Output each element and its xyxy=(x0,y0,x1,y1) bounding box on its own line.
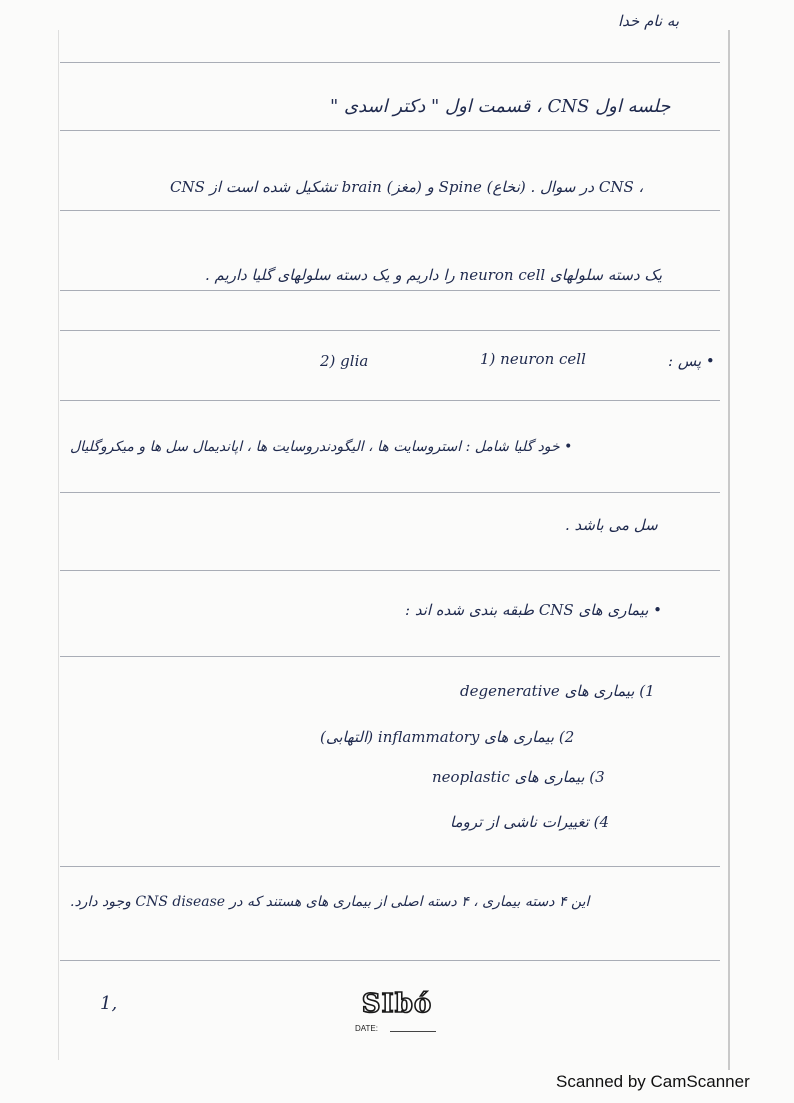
ruled-line xyxy=(60,330,720,331)
ruled-line xyxy=(60,570,720,571)
note-item-glia: 2) glia xyxy=(320,352,369,370)
note-line-cns-diseases: • بیماری های CNS طبقه بندی شده اند : xyxy=(405,601,663,619)
scanner-watermark: Scanned by CamScanner xyxy=(556,1072,750,1091)
list-item-trauma: 4) تغییرات ناشی از تروما xyxy=(450,813,610,831)
note-line-cell-types: یک دسته سلولهای neuron cell را داریم و یک دسته سلولهای گلیا داریم . xyxy=(205,266,663,284)
ruled-line xyxy=(60,130,720,131)
binding-edge xyxy=(728,30,730,1070)
page-header-bismillah: به نام خدا xyxy=(618,12,680,30)
ruled-line xyxy=(60,960,720,961)
note-line-summary: این ۴ دسته بیماری ، ۴ دسته اصلی از بیماری های هستند که در CNS disease وجود دارد. xyxy=(70,894,590,910)
ruled-line xyxy=(60,492,720,493)
note-item-neuron-cell: 1) neuron cell xyxy=(480,350,586,368)
ruled-line xyxy=(60,400,720,401)
ruled-line xyxy=(60,210,720,211)
list-item-degenerative: 1) بیماری های degenerative xyxy=(460,682,655,700)
ruled-line xyxy=(60,656,720,657)
note-line-so-label: • پس : xyxy=(668,352,715,370)
session-title: جلسه اول CNS ، قسمت اول " دکتر اسدی " xyxy=(330,96,671,117)
note-line-glia-end: سل می باشد . xyxy=(565,516,658,534)
ruled-line xyxy=(60,62,720,63)
ruled-line xyxy=(60,290,720,291)
list-item-inflammatory: 2) بیماری های inflammatory (التهابی) xyxy=(320,728,575,746)
note-line-cns-definition: CNS تشکیل شده است از brain (مغز) و Spine (نخاع) . در سوال CNS ، xyxy=(170,178,644,196)
brand-logo: SIbó xyxy=(361,989,433,1019)
margin-line xyxy=(58,30,59,1060)
date-label: DATE: xyxy=(355,1024,378,1033)
list-item-neoplastic: 3) بیماری های neoplastic xyxy=(432,768,605,786)
ruled-line xyxy=(60,866,720,867)
page-number: 1, xyxy=(100,993,118,1014)
date-underline xyxy=(390,1031,436,1032)
note-line-glia-types: • خود گلیا شامل : استروسایت ها ، الیگودندروسایت ها ، اپاندیمال سل ها و میکروگلیال xyxy=(70,439,573,455)
